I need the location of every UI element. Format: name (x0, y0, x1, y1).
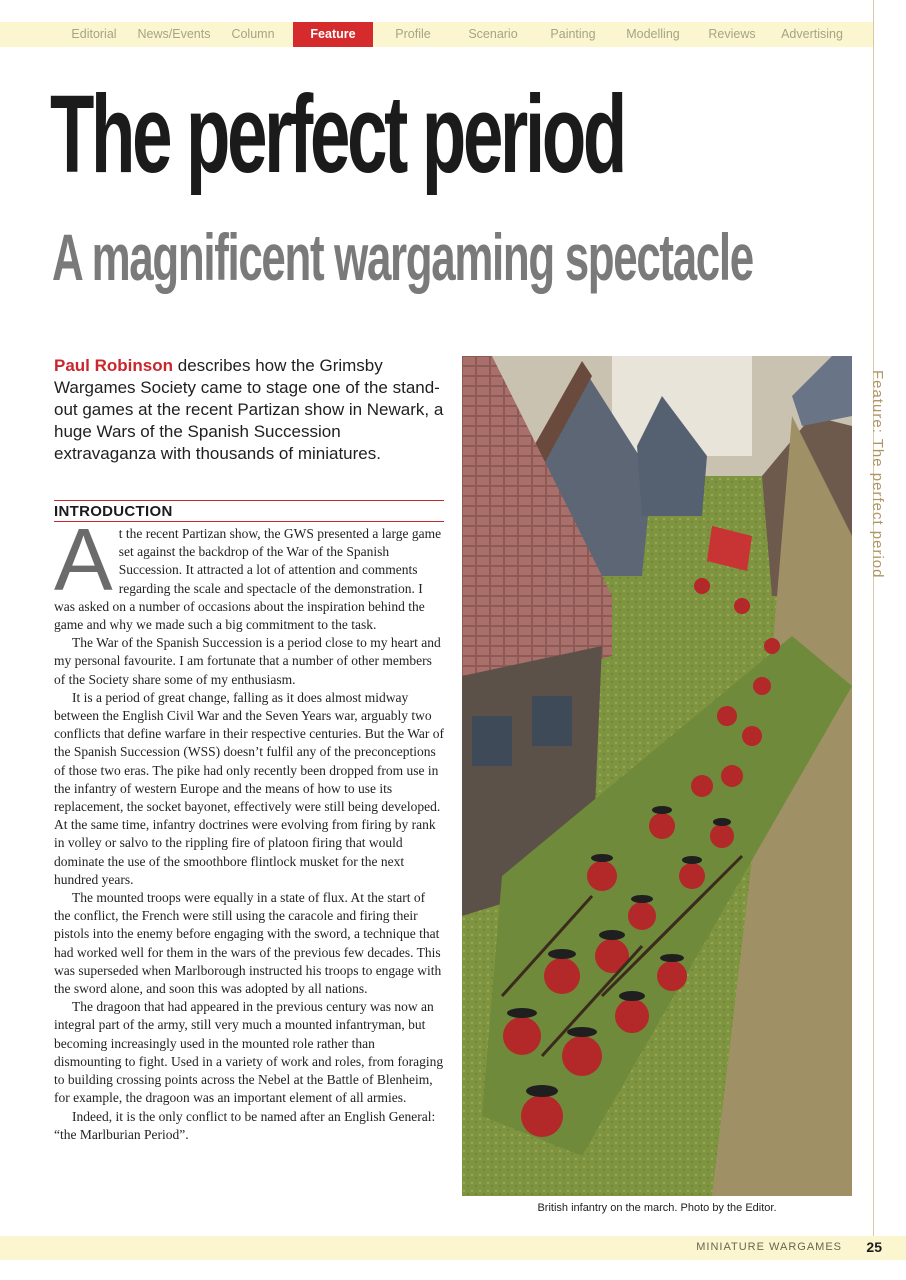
margin-rule (873, 0, 874, 1236)
feature-photo (462, 356, 852, 1196)
nav-item-feature[interactable]: Feature (293, 22, 373, 47)
page-subtitle: A magnificent wargaming spectacle (52, 220, 753, 294)
magazine-name: MINIATURE WARGAMES (696, 1241, 842, 1253)
paragraph: It is a period of great change, falling as it does almost midway between the English Civil War and the Seven Years war, arguably two conflicts that define warfare in their respective centuries. But the War of the Spanish Succession (WSS) doesn’t fulfil any of the preconceptions of those two eras. The pike had only recently been dropped from use in the infantry of western Europe and the means of how to use its replacement, the socket bayonet, effectively were still being developed. At the same time, infantry doctrines were evolving from firing by rank in volley or salvo to the rippling fire of platoon firing that would dominate the use of the smoothbore flintlock musket for the next hundred years. (54, 689, 445, 887)
author-name: Paul Robinson (54, 356, 173, 375)
section-nav (0, 22, 874, 47)
drop-cap: A (54, 510, 113, 609)
standfirst (54, 355, 446, 465)
nav-item-modelling[interactable]: Modelling (626, 27, 680, 41)
paragraph: Indeed, it is the only conflict to be named after an English General: “the Marlburian Period”. (54, 1108, 436, 1142)
nav-item-advertising[interactable]: Advertising (781, 27, 843, 41)
section-heading: INTRODUCTION (54, 500, 444, 522)
running-head: Feature: The perfect period (869, 370, 886, 579)
nav-item-reviews[interactable]: Reviews (708, 27, 756, 41)
nav-item-column[interactable]: Column (231, 27, 275, 41)
paragraph: At the recent Partizan show, the GWS presented a large game set against the backdrop of the War of the Spanish Succession. It attracted a lot of attention and comments regarding the scale and spectacle of the demonstration. I was asked on a number of occasions about the inspiration behind the game and why we made such a big commitment to the task. (54, 510, 442, 633)
nav-item-editorial[interactable]: Editorial (71, 27, 117, 41)
paragraph: The dragoon that had appeared in the previous century was now an integral part of the army, still very much a mounted infantryman, but becoming increasingly used in the mounted role rather than dismounting to fight. Used in a variety of work and roles, from foraging to building crossing points across the Nebel at the Battle of Blenheim, for example, the dragoon was an important element of all armies. (54, 999, 444, 1106)
nav-item-painting[interactable]: Painting (550, 27, 596, 41)
photo-caption: British infantry on the march. Photo by the Editor. (537, 1202, 777, 1214)
page-title: The perfect period (50, 73, 624, 196)
nav-item-scenario[interactable]: Scenario (468, 27, 518, 41)
paragraph: The mounted troops were equally in a state of flux. At the start of the conflict, the French were still using the caracole and firing their pistols into the enemy before engaging with the sword, a technique that had worked well for them in the wars of the previous few decades. This was superseded when Marlborough instructed his troops to engage with the sword alone, and soon this was adopted by all nations. (54, 890, 442, 997)
nav-item-profile[interactable]: Profile (395, 27, 431, 41)
paragraph: The War of the Spanish Succession is a period close to my heart and my personal favourite. I am fortunate that a number of other members of the Society share some of my enthusiasm. (54, 635, 441, 687)
page-number: 25 (866, 1239, 882, 1255)
nav-item-news-events[interactable]: News/Events (137, 27, 211, 41)
standfirst-text: describes how the Grimsby Wargames Society came to stage one of the stand-out games at the recent Partizan show in Newark, a huge Wars of the Spanish Succession extravaganza with thousands of miniatures. (54, 356, 444, 463)
